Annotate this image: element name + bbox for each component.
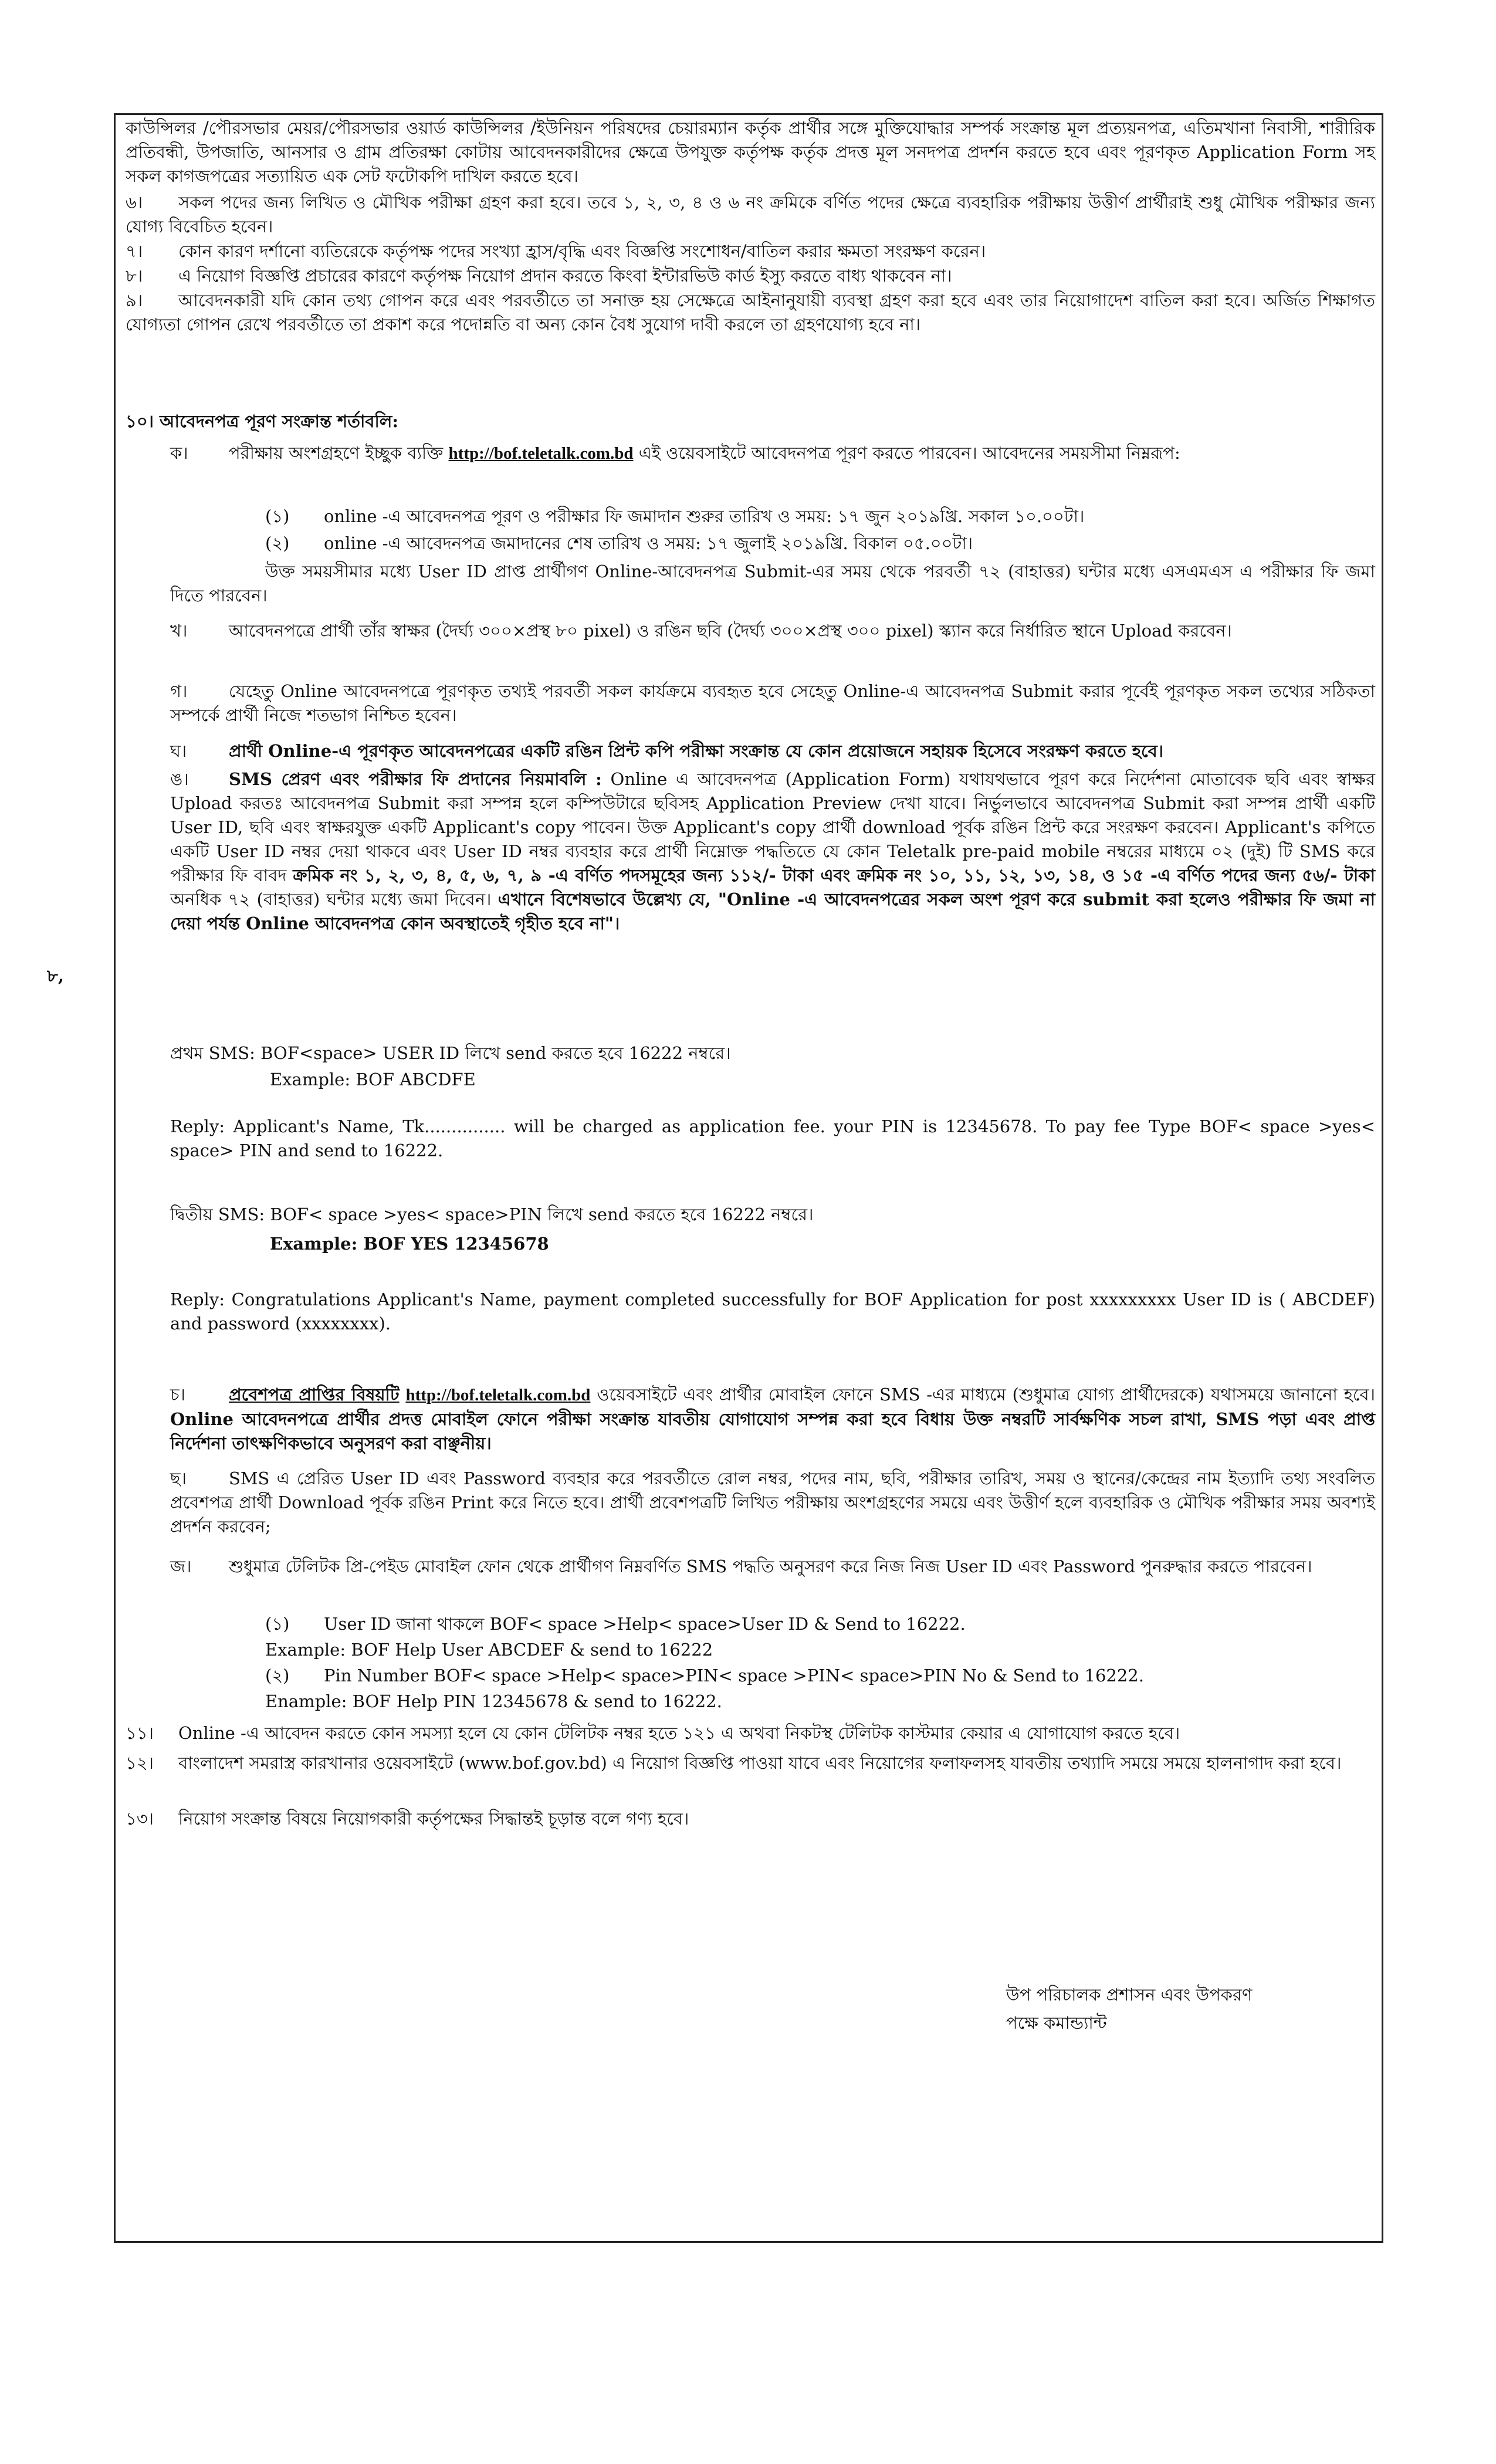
clause-label: জ। [170, 1556, 192, 1576]
clause-text: SMS এ প্রেরিত User ID এবং Password ব্যবহার করে পরবর্তীতে রোল নম্বর, পদের নাম, ছবি, পরীক্ষার তারিখ, সময় ও স্থানের/কেন্দ্রের নাম ইত্যাদি তথ্য সংবলিত প্রবেশপত্র প্রার্থী Download পূর্বক রঙিন Print করে নিতে হবে। প্রার্থী প্রবেশপত্রটি লিখিত পরীক্ষায় অংশগ্রহণের সময়ে এবং উত্তীর্ণ হলে ব্যবহারিক ও মৌখিক পরীক্ষার সময় অবশ্যই প্রদর্শন করবেন; [170, 1468, 1375, 1536]
clause-label: ঙ। [170, 769, 189, 789]
intro-paragraph: কাউন্সিলর /পৌরসভার মেয়র/পৌরসভার ওয়ার্ড কাউন্সিলর /ইউনিয়ন পরিষদের চেয়ারম্যান কর্তৃক প্রার্থীর সঙ্গে মুক্তিযোদ্ধার সম্পর্ক সংক্রান্ত মূল প্রত্যয়নপত্র, এতিমখানা নিবাসী, শারীরিক প্রতিবন্ধী, উপজাতি, আনসার ও গ্রাম প্রতিরক্ষা কোটায় আবেদনকারীদের ক্ষেত্রে উপযুক্ত কর্তৃপক্ষ কর্তৃক প্রদত্ত মূল সনদপত্র প্রদর্শন করতে হবে এবং পূরণকৃত Application Form সহ সকল কাগজপত্রের সত্যায়িত এক সেট ফটোকপি দাখিল করতে হবে। [126, 118, 1375, 186]
item-text: সকল পদের জন্য লিখিত ও মৌখিক পরীক্ষা গ্রহণ করা হবে। তবে ১, ২, ৩, ৪ ও ৬ নং ক্রমিকে বর্ণিত পদের ক্ষেত্রে ব্যবহারিক পরীক্ষায় উত্তীর্ণ প্রার্থীরাই শুধু মৌখিক পরীক্ষার জন্য যোগ্য বিবেচিত হবেন। [126, 192, 1375, 236]
clause-ka [170, 441, 1375, 466]
sms-first: প্রথম SMS: BOF<space> USER ID লিখে send করতে হবে 16222 নম্বরে। [170, 1043, 731, 1063]
item-number: ১২। [126, 1753, 154, 1773]
sms-reply-2: Reply: Congratulations Applicant's Name, payment completed successfully for BOF Application for post xxxxxxxxx User ID is ( ABCDEF) and password (xxxxxxxx). [170, 1289, 1375, 1333]
clause-text: আবেদনপত্রে প্রার্থী তাঁর স্বাক্ষর (দৈর্ঘ্য ৩০০×প্রস্থ ৮০ pixel) ও রঙিন ছবি (দৈর্ঘ্য ৩০০×প্রস্থ ৩০০ pixel) স্ক্যান করে নির্ধারিত স্থানে Upload করবেন। [229, 621, 1232, 641]
sms-reply-1: Reply: Applicant's Name, Tk............... will be charged as application fee. your PIN is 12345678. To pay fee Type BOF< space >yes< space> PIN and send to 16222. [170, 1116, 1375, 1160]
clause-ja [170, 1555, 1375, 1579]
clause-text: শুধুমাত্র টেলিটক প্রি-পেইড মোবাইল ফোন থেকে প্রার্থীগণ নিম্নবর্ণিত SMS পদ্ধতি অনুসরণ করে নিজ নিজ User ID এবং Password পুনরুদ্ধার করতে পারবেন। [229, 1556, 1312, 1576]
clause-ka-note [170, 560, 1375, 608]
sms-rules-title: SMS প্রেরণ এবং পরীক্ষার ফি প্রদানের নিয়মাবলি : [229, 769, 602, 789]
item-number: ৯। [126, 290, 143, 310]
clause-text: পরীক্ষায় অংশগ্রহণে ইচ্ছুক ব্যক্তি [229, 443, 444, 463]
clause-text: ওয়েবসাইটে এবং প্রার্থীর মোবাইল ফোনে SMS -এর মাধ্যমে (শুধুমাত্র যোগ্য প্রার্থীদেরকে) যথাসময়ে জানানো হবে। [597, 1385, 1376, 1404]
sms-first-example: Example: BOF ABCDFE [270, 1069, 476, 1089]
clause-label: ক। [170, 443, 188, 463]
note-text: উক্ত সময়সীমার মধ্যে User ID প্রাপ্ত প্রার্থীগণ Online-আবেদনপত্র Submit-এর সময় থেকে পরবর্তী ৭২ (বাহাত্তর) ঘন্টার মধ্যে এসএমএস এ পরীক্ষার ফি জমা দিতে পারবেন। [170, 561, 1375, 605]
important-note: এখানে বিশেষভাবে উল্লেখ্য যে, "Online -এ আবেদনপত্রের সকল অংশ পূরণ করে submit করা হলেও পরীক্ষার ফি জমা না দেয়া পর্যন্ত Online আবেদনপত্র কোন অবস্থাতেই গৃহীত হবে না"। [170, 889, 1375, 933]
mobile-note: Online আবেদনপত্রে প্রার্থীর প্রদত্ত মোবাইল ফোনে পরীক্ষা সংক্রান্ত যাবতীয় যোগাযোগ সম্পন্ন করা হবে বিধায় উক্ত নম্বরটি সার্বক্ষণিক সচল রাখা, SMS পড়া এবং প্রাপ্ত নির্দেশনা তাৎক্ষণিকভাবে অনুসরণ করা বাঞ্ছনীয়। [170, 1409, 1375, 1453]
schedule-text: online -এ আবেদনপত্র পূরণ ও পরীক্ষার ফি জমাদান শুরুর তারিখ ও সময়: ১৭ জুন ২০১৯খ্রি. সকাল ১০.০০টা। [324, 506, 1085, 526]
section-10-heading: ১০। আবেদনপত্র পূরণ সংক্রান্ত শর্তাবলি: [126, 411, 399, 431]
margin-number: ৮, [47, 966, 64, 986]
item-13 [126, 1807, 1375, 1831]
item-number: ১৩। [126, 1809, 154, 1829]
fee-amounts: ক্রমিক নং ১, ২, ৩, ৪, ৫, ৬, ৭, ৯ -এ বর্ণিত পদসমূহের জন্য ১১২/- টাকা এবং ক্রমিক নং ১০, ১১, ১২, ১৩, ১৪, ও ১৫ -এ বর্ণিত পদের জন্য ৫৬/- টাকা [293, 865, 1375, 885]
recovery-number: (২) [265, 1666, 290, 1685]
item-11 [126, 1721, 1375, 1745]
clause-label: গ। [170, 681, 188, 701]
clause-text: Online এ আবেদনপত্র (Application Form) যথাযথভাবে পূরণ করে নির্দেশনা মোতাবেক ছবি এবং স্বাক্ষর Upload করতঃ আবেদনপত্র Submit করা সম্পন্ন হলে কম্পিউটারে ছবিসহ Application Preview দেখা যাবে। নির্ভুলভাবে আবেদনপত্র Submit করা সম্পন্ন প্রার্থী একটি User ID, ছবি এবং স্বাক্ষরযুক্ত একটি Applicant's copy পাবেন। উক্ত Applicant's copy প্রার্থী download পূর্বক রঙিন প্রিন্ট করে সংরক্ষণ করবেন। Applicant's কপিতে একটি User ID নম্বর দেয়া থাকবে এবং User ID নম্বর ব্যবহার করে প্রার্থী নিম্নোক্ত পদ্ধতিতে যে কোন Teletalk pre-paid mobile নম্বরের মাধ্যমে ০২ (দুই) টি SMS করে পরীক্ষার ফি বাবদ [170, 769, 1376, 885]
clause-text: যেহেতু Online আবেদনপত্রে পূরণকৃত তথ্যই পরবর্তী সকল কার্যক্রমে ব্যবহৃত হবে সেহেতু Online-এ আবেদনপত্র Submit করার পূর্বেই পূরণকৃত সকল তথ্যের সঠিকতা সম্পর্কে প্রার্থী নিজে শতভাগ নিশ্চিত হবেন। [170, 681, 1375, 725]
sms-second-example: Example: BOF YES 12345678 [270, 1234, 549, 1254]
item-12 [126, 1751, 1375, 1775]
recovery-user-id-example: Example: BOF Help User ABCDEF & send to 16222 [265, 1640, 713, 1660]
item-text: নিয়োগ সংক্রান্ত বিষয়ে নিয়োগকারী কর্তৃপক্ষের সিদ্ধান্তই চূড়ান্ত বলে গণ্য হবে। [178, 1809, 689, 1829]
clause-cha [170, 1383, 1375, 1456]
admit-website-link[interactable]: http://bof.teletalk.com.bd [405, 1386, 591, 1404]
recovery-pin-example: Enample: BOF Help PIN 12345678 & send to 16222. [265, 1691, 722, 1711]
recovery-text: Pin Number BOF< space >Help< space>PIN< space >PIN< space>PIN No & Send to 16222. [324, 1666, 1144, 1685]
recovery-pin [265, 1664, 1368, 1688]
admit-card-title: প্রবেশপত্র প্রাপ্তির বিষয়টি [229, 1385, 400, 1404]
sms-second: দ্বিতীয় SMS: BOF< space >yes< space>PIN লিখে send করতে হবে 16222 নম্বরে। [170, 1204, 814, 1224]
clause-text-cont: অনধিক ৭২ (বাহাত্তর) ঘন্টার মধ্যে জমা দিবেন। [170, 889, 492, 909]
item-number: ৮। [126, 266, 143, 286]
clause-label: ছ। [170, 1468, 187, 1488]
item-6 [126, 191, 1375, 239]
website-link[interactable]: http://bof.teletalk.com.bd [448, 444, 634, 463]
item-number: ৭। [126, 241, 143, 261]
item-text: Online -এ আবেদন করতে কোন সমস্যা হলে যে কোন টেলিটক নম্বর হতে ১২১ এ অথবা নিকটস্থ টেলিটক কাস্টমার কেয়ার এ যোগাযোগ করতে হবে। [178, 1723, 1180, 1743]
schedule-start [265, 505, 1368, 529]
item-8 [126, 264, 1375, 288]
clause-chha [170, 1467, 1375, 1539]
item-9 [126, 289, 1375, 337]
schedule-end [265, 532, 1368, 556]
clause-gha [170, 739, 1375, 763]
clause-kha [170, 619, 1375, 643]
clause-uma [170, 767, 1375, 936]
item-text: আবেদনকারী যদি কোন তথ্য গোপন করে এবং পরবর্তীতে তা সনাক্ত হয় সেক্ষেত্রে আইনানুযায়ী ব্যবস্থা গ্রহণ করা হবে এবং তার নিয়োগাদেশ বাতিল করা হবে। অর্জিত শিক্ষাগত যোগ্যতা গোপন রেখে পরবর্তীতে তা প্রকাশ করে পদোন্নতি বা অন্য কোন বৈধ সুযোগ দাবী করলে তা গ্রহণযোগ্য হবে না। [126, 290, 1375, 334]
item-text: কোন কারণ দর্শানো ব্যতিরেকে কর্তৃপক্ষ পদের সংখ্যা হ্রাস/বৃদ্ধি এবং বিজ্ঞপ্তি সংশোধন/বাতিল করার ক্ষমতা সংরক্ষণ করেন। [178, 241, 986, 261]
recovery-user-id [265, 1612, 1368, 1636]
schedule-text: online -এ আবেদনপত্র জমাদানের শেষ তারিখ ও সময়: ১৭ জুলাই ২০১৯খ্রি. বিকাল ০৫.০০টা। [324, 533, 973, 553]
clause-text-cont: এই ওয়েবসাইটে আবেদনপত্র পূরণ করতে পারবেন। আবেদনের সময়সীমা নিম্নরূপ: [638, 443, 1180, 463]
item-text: বাংলাদেশ সমরাস্ত্র কারখানার ওয়েবসাইটে (www.bof.gov.bd) এ নিয়োগ বিজ্ঞপ্তি পাওয়া যাবে এবং নিয়োগের ফলাফলসহ যাবতীয় তথ্যাদি সময়ে সময়ে হালনাগাদ করা হবে। [178, 1753, 1342, 1773]
signature-on-behalf: পক্ষে কমান্ড্যান্ট [1006, 2013, 1107, 2033]
item-text: এ নিয়োগ বিজ্ঞপ্তি প্রচারের কারণে কর্তৃপক্ষ নিয়োগ প্রদান করতে কিংবা ইন্টারভিউ কার্ড ইস্যু করতে বাধ্য থাকবেন না। [178, 266, 952, 286]
recovery-text: User ID জানা থাকলে BOF< space >Help< space>User ID & Send to 16222. [324, 1614, 966, 1634]
item-number: ১১। [126, 1723, 154, 1743]
schedule-number: (১) [265, 506, 290, 526]
schedule-number: (২) [265, 533, 290, 553]
clause-text: প্রার্থী Online-এ পূরণকৃত আবেদনপত্রের একটি রঙিন প্রিন্ট কপি পরীক্ষা সংক্রান্ত যে কোন প্রয়োজনে সহায়ক হিসেবে সংরক্ষণ করতে হবে। [229, 741, 1164, 761]
clause-label: খ। [170, 621, 188, 641]
clause-label: ঘ। [170, 741, 187, 761]
item-7 [126, 239, 1375, 263]
recovery-number: (১) [265, 1614, 290, 1634]
signature-title: উপ পরিচালক প্রশাসন এবং উপকরণ [1006, 1985, 1253, 2005]
clause-label: চ। [170, 1385, 186, 1404]
clause-ga [170, 679, 1375, 727]
item-number: ৬। [126, 192, 143, 212]
